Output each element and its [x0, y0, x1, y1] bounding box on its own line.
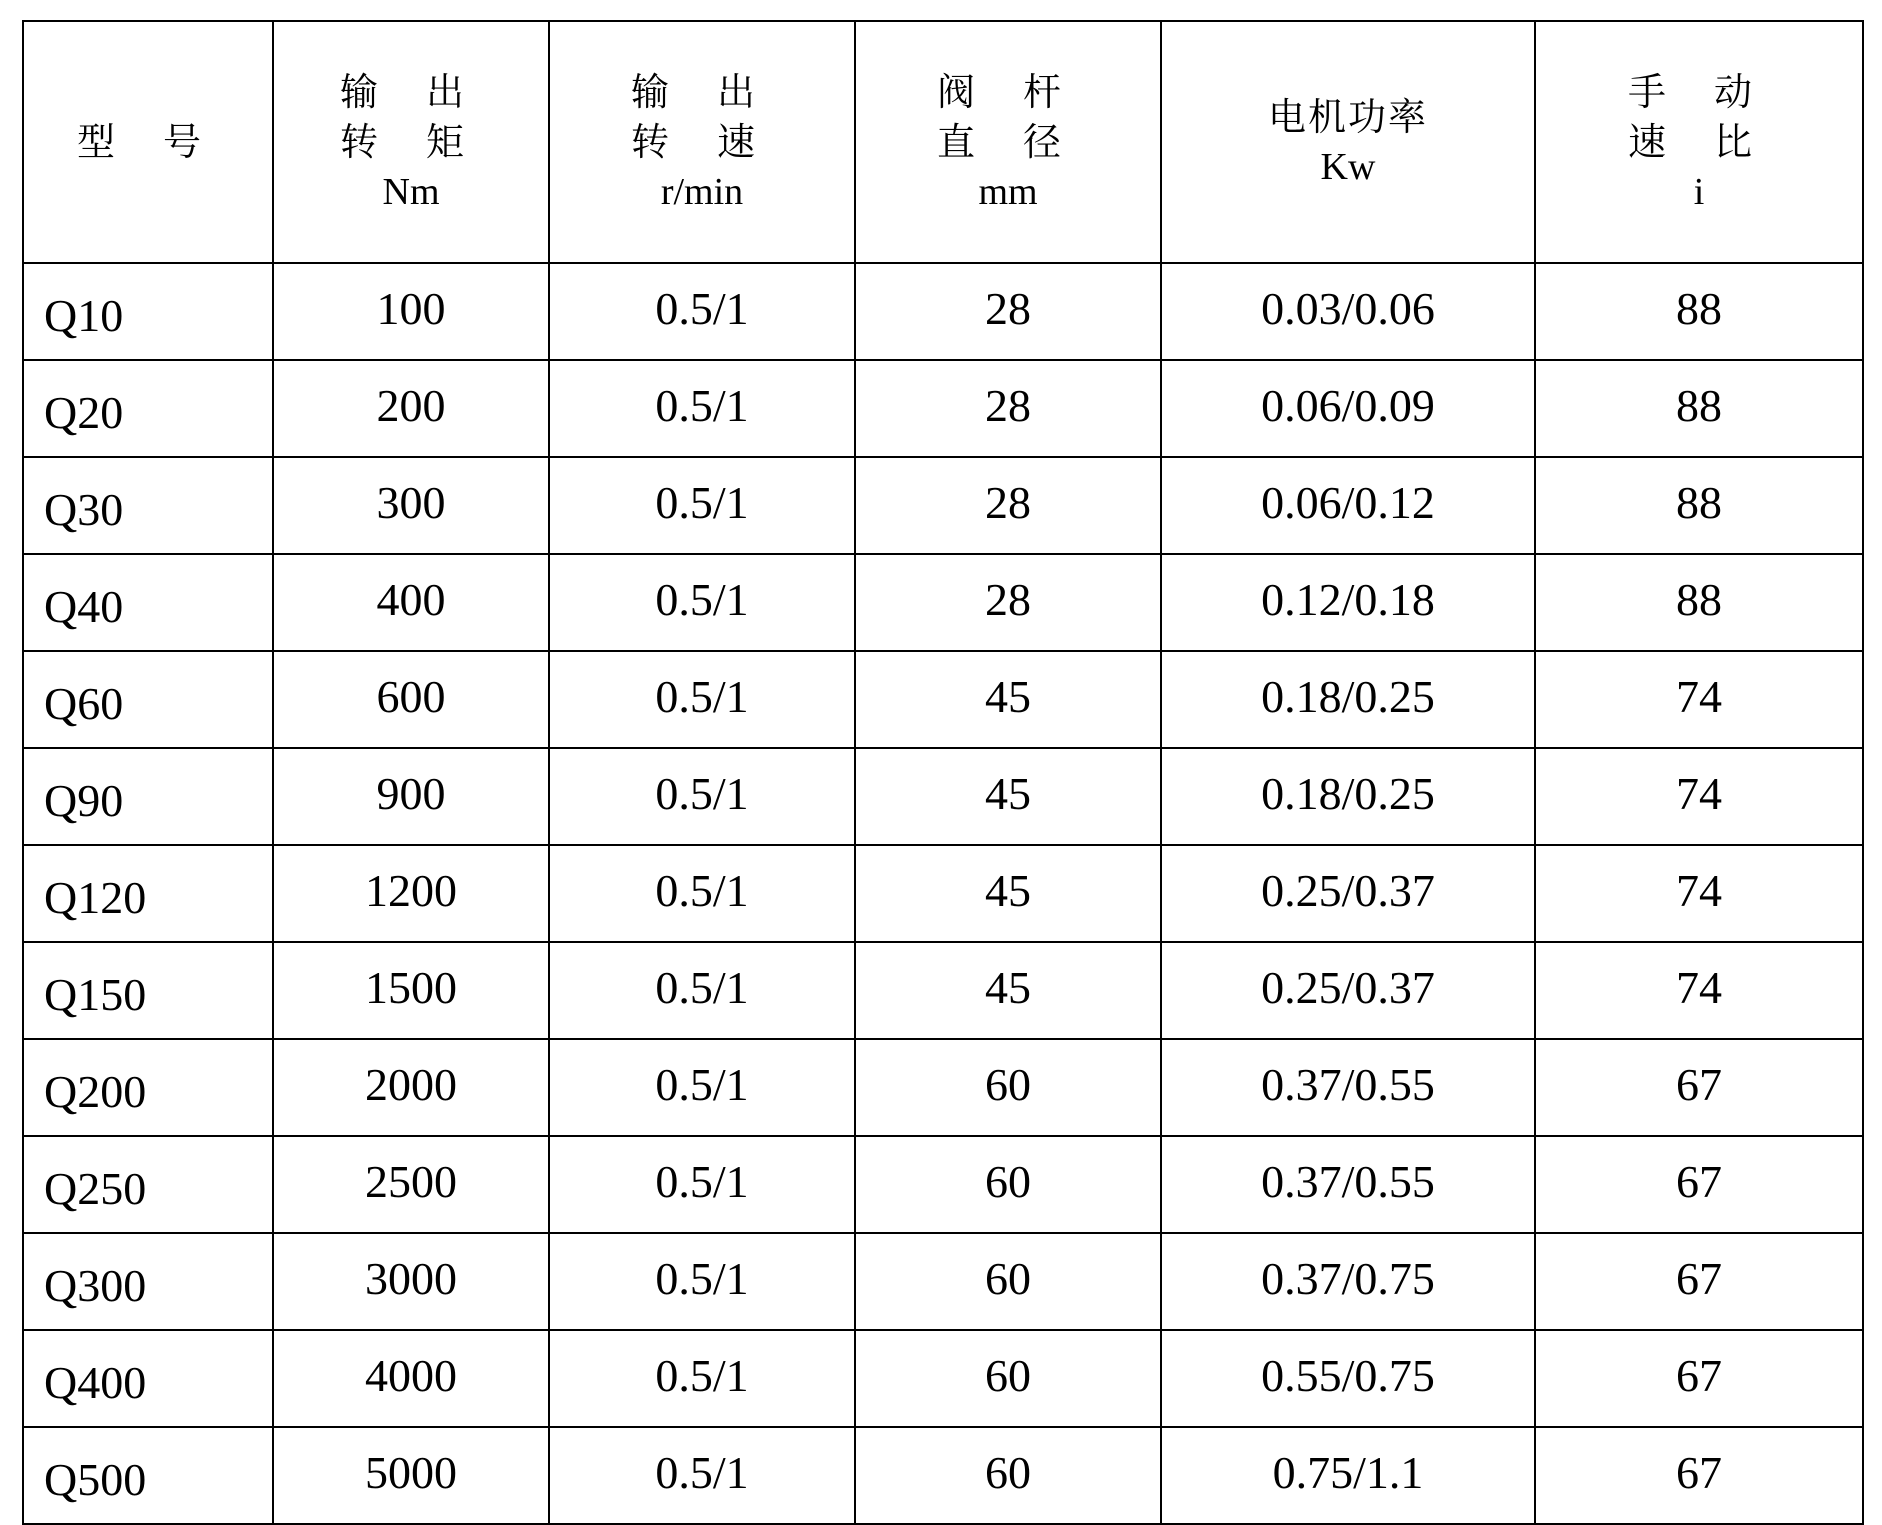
table-row: [23, 1136, 1863, 1233]
header-model: [23, 21, 273, 263]
header-output-speed-line1: 输 出: [630, 70, 774, 114]
speed-cell: 0.5/1: [549, 1233, 855, 1330]
torque-cell: 900: [273, 748, 549, 845]
table-row: [23, 1233, 1863, 1330]
table-row: [23, 942, 1863, 1039]
header-motor-power-unit: Kw: [1320, 146, 1376, 188]
manual-ratio-cell: 74: [1535, 651, 1863, 748]
header-output-speed-line2: 转 速: [630, 120, 774, 164]
speed-cell: 0.5/1: [549, 942, 855, 1039]
speed-cell: 0.5/1: [549, 748, 855, 845]
stem-diameter-cell: 45: [855, 942, 1161, 1039]
torque-cell: 5000: [273, 1427, 549, 1524]
motor-power-cell: 0.18/0.25: [1161, 748, 1535, 845]
header-manual-ratio-line1: 手 动: [1627, 70, 1771, 114]
stem-diameter-cell: 45: [855, 845, 1161, 942]
motor-power-cell: 0.37/0.55: [1161, 1136, 1535, 1233]
motor-power-cell: 0.25/0.37: [1161, 942, 1535, 1039]
manual-ratio-cell: 88: [1535, 263, 1863, 360]
manual-ratio-cell: 74: [1535, 942, 1863, 1039]
header-output-torque: [273, 21, 549, 263]
header-stem-diameter-line1: 阀 杆: [936, 70, 1080, 114]
motor-power-cell: 0.55/0.75: [1161, 1330, 1535, 1427]
motor-power-cell: 0.06/0.09: [1161, 360, 1535, 457]
stem-diameter-cell: 60: [855, 1233, 1161, 1330]
table-row: [23, 457, 1863, 554]
torque-cell: 2000: [273, 1039, 549, 1136]
motor-power-cell: 0.25/0.37: [1161, 845, 1535, 942]
torque-cell: 200: [273, 360, 549, 457]
torque-cell: 2500: [273, 1136, 549, 1233]
motor-power-cell: 0.03/0.06: [1161, 263, 1535, 360]
speed-cell: 0.5/1: [549, 1330, 855, 1427]
torque-cell: 3000: [273, 1233, 549, 1330]
torque-cell: 1500: [273, 942, 549, 1039]
model-cell: Q400: [23, 1330, 273, 1427]
header-stem-diameter: [855, 21, 1161, 263]
motor-power-cell: 0.18/0.25: [1161, 651, 1535, 748]
stem-diameter-cell: 60: [855, 1427, 1161, 1524]
header-stem-diameter-unit: mm: [978, 171, 1038, 213]
stem-diameter-cell: 60: [855, 1039, 1161, 1136]
model-cell: Q30: [23, 457, 273, 554]
model-cell: Q40: [23, 554, 273, 651]
speed-cell: 0.5/1: [549, 263, 855, 360]
torque-cell: 4000: [273, 1330, 549, 1427]
table-row: [23, 1427, 1863, 1524]
header-stem-diameter-line2: 直 径: [936, 120, 1080, 164]
stem-diameter-cell: 60: [855, 1136, 1161, 1233]
model-cell: Q120: [23, 845, 273, 942]
speed-cell: 0.5/1: [549, 554, 855, 651]
model-cell: Q60: [23, 651, 273, 748]
table-row: [23, 1330, 1863, 1427]
header-output-speed: [549, 21, 855, 263]
model-cell: Q500: [23, 1427, 273, 1524]
manual-ratio-cell: 67: [1535, 1136, 1863, 1233]
manual-ratio-cell: 67: [1535, 1039, 1863, 1136]
header-output-torque-unit: Nm: [382, 171, 440, 213]
table-row: [23, 845, 1863, 942]
stem-diameter-cell: 28: [855, 554, 1161, 651]
table-row: [23, 651, 1863, 748]
manual-ratio-cell: 67: [1535, 1427, 1863, 1524]
table-row: [23, 263, 1863, 360]
manual-ratio-cell: 74: [1535, 748, 1863, 845]
model-cell: Q90: [23, 748, 273, 845]
model-cell: Q250: [23, 1136, 273, 1233]
model-cell: Q20: [23, 360, 273, 457]
stem-diameter-cell: 28: [855, 360, 1161, 457]
speed-cell: 0.5/1: [549, 651, 855, 748]
speed-cell: 0.5/1: [549, 1039, 855, 1136]
stem-diameter-cell: 60: [855, 1330, 1161, 1427]
torque-cell: 400: [273, 554, 549, 651]
header-manual-ratio: [1535, 21, 1863, 263]
stem-diameter-cell: 45: [855, 748, 1161, 845]
motor-power-cell: 0.37/0.55: [1161, 1039, 1535, 1136]
table-row: [23, 1039, 1863, 1136]
model-cell: Q300: [23, 1233, 273, 1330]
header-motor-power-line1: 电机功率: [1267, 95, 1428, 139]
torque-cell: 100: [273, 263, 549, 360]
model-cell: Q150: [23, 942, 273, 1039]
manual-ratio-cell: 67: [1535, 1233, 1863, 1330]
torque-cell: 300: [273, 457, 549, 554]
header-manual-ratio-unit: i: [1693, 171, 1705, 213]
spec-table: [22, 20, 1864, 1525]
motor-power-cell: 0.12/0.18: [1161, 554, 1535, 651]
model-cell: Q10: [23, 263, 273, 360]
header-output-torque-line1: 输 出: [339, 70, 483, 114]
speed-cell: 0.5/1: [549, 457, 855, 554]
speed-cell: 0.5/1: [549, 845, 855, 942]
stem-diameter-cell: 28: [855, 457, 1161, 554]
manual-ratio-cell: 67: [1535, 1330, 1863, 1427]
header-output-speed-unit: r/min: [660, 171, 744, 213]
stem-diameter-cell: 45: [855, 651, 1161, 748]
manual-ratio-cell: 74: [1535, 845, 1863, 942]
table-row: [23, 748, 1863, 845]
torque-cell: 1200: [273, 845, 549, 942]
torque-cell: 600: [273, 651, 549, 748]
header-manual-ratio-line2: 速 比: [1627, 120, 1771, 164]
speed-cell: 0.5/1: [549, 1427, 855, 1524]
header-output-torque-line2: 转 矩: [339, 120, 483, 164]
motor-power-cell: 0.37/0.75: [1161, 1233, 1535, 1330]
manual-ratio-cell: 88: [1535, 554, 1863, 651]
speed-cell: 0.5/1: [549, 1136, 855, 1233]
table-row: [23, 554, 1863, 651]
stem-diameter-cell: 28: [855, 263, 1161, 360]
motor-power-cell: 0.75/1.1: [1161, 1427, 1535, 1524]
header-row: [23, 21, 1863, 263]
speed-cell: 0.5/1: [549, 360, 855, 457]
motor-power-cell: 0.06/0.12: [1161, 457, 1535, 554]
manual-ratio-cell: 88: [1535, 457, 1863, 554]
table-row: [23, 360, 1863, 457]
header-model-label: 型 号: [76, 120, 220, 164]
manual-ratio-cell: 88: [1535, 360, 1863, 457]
header-motor-power: [1161, 21, 1535, 263]
model-cell: Q200: [23, 1039, 273, 1136]
